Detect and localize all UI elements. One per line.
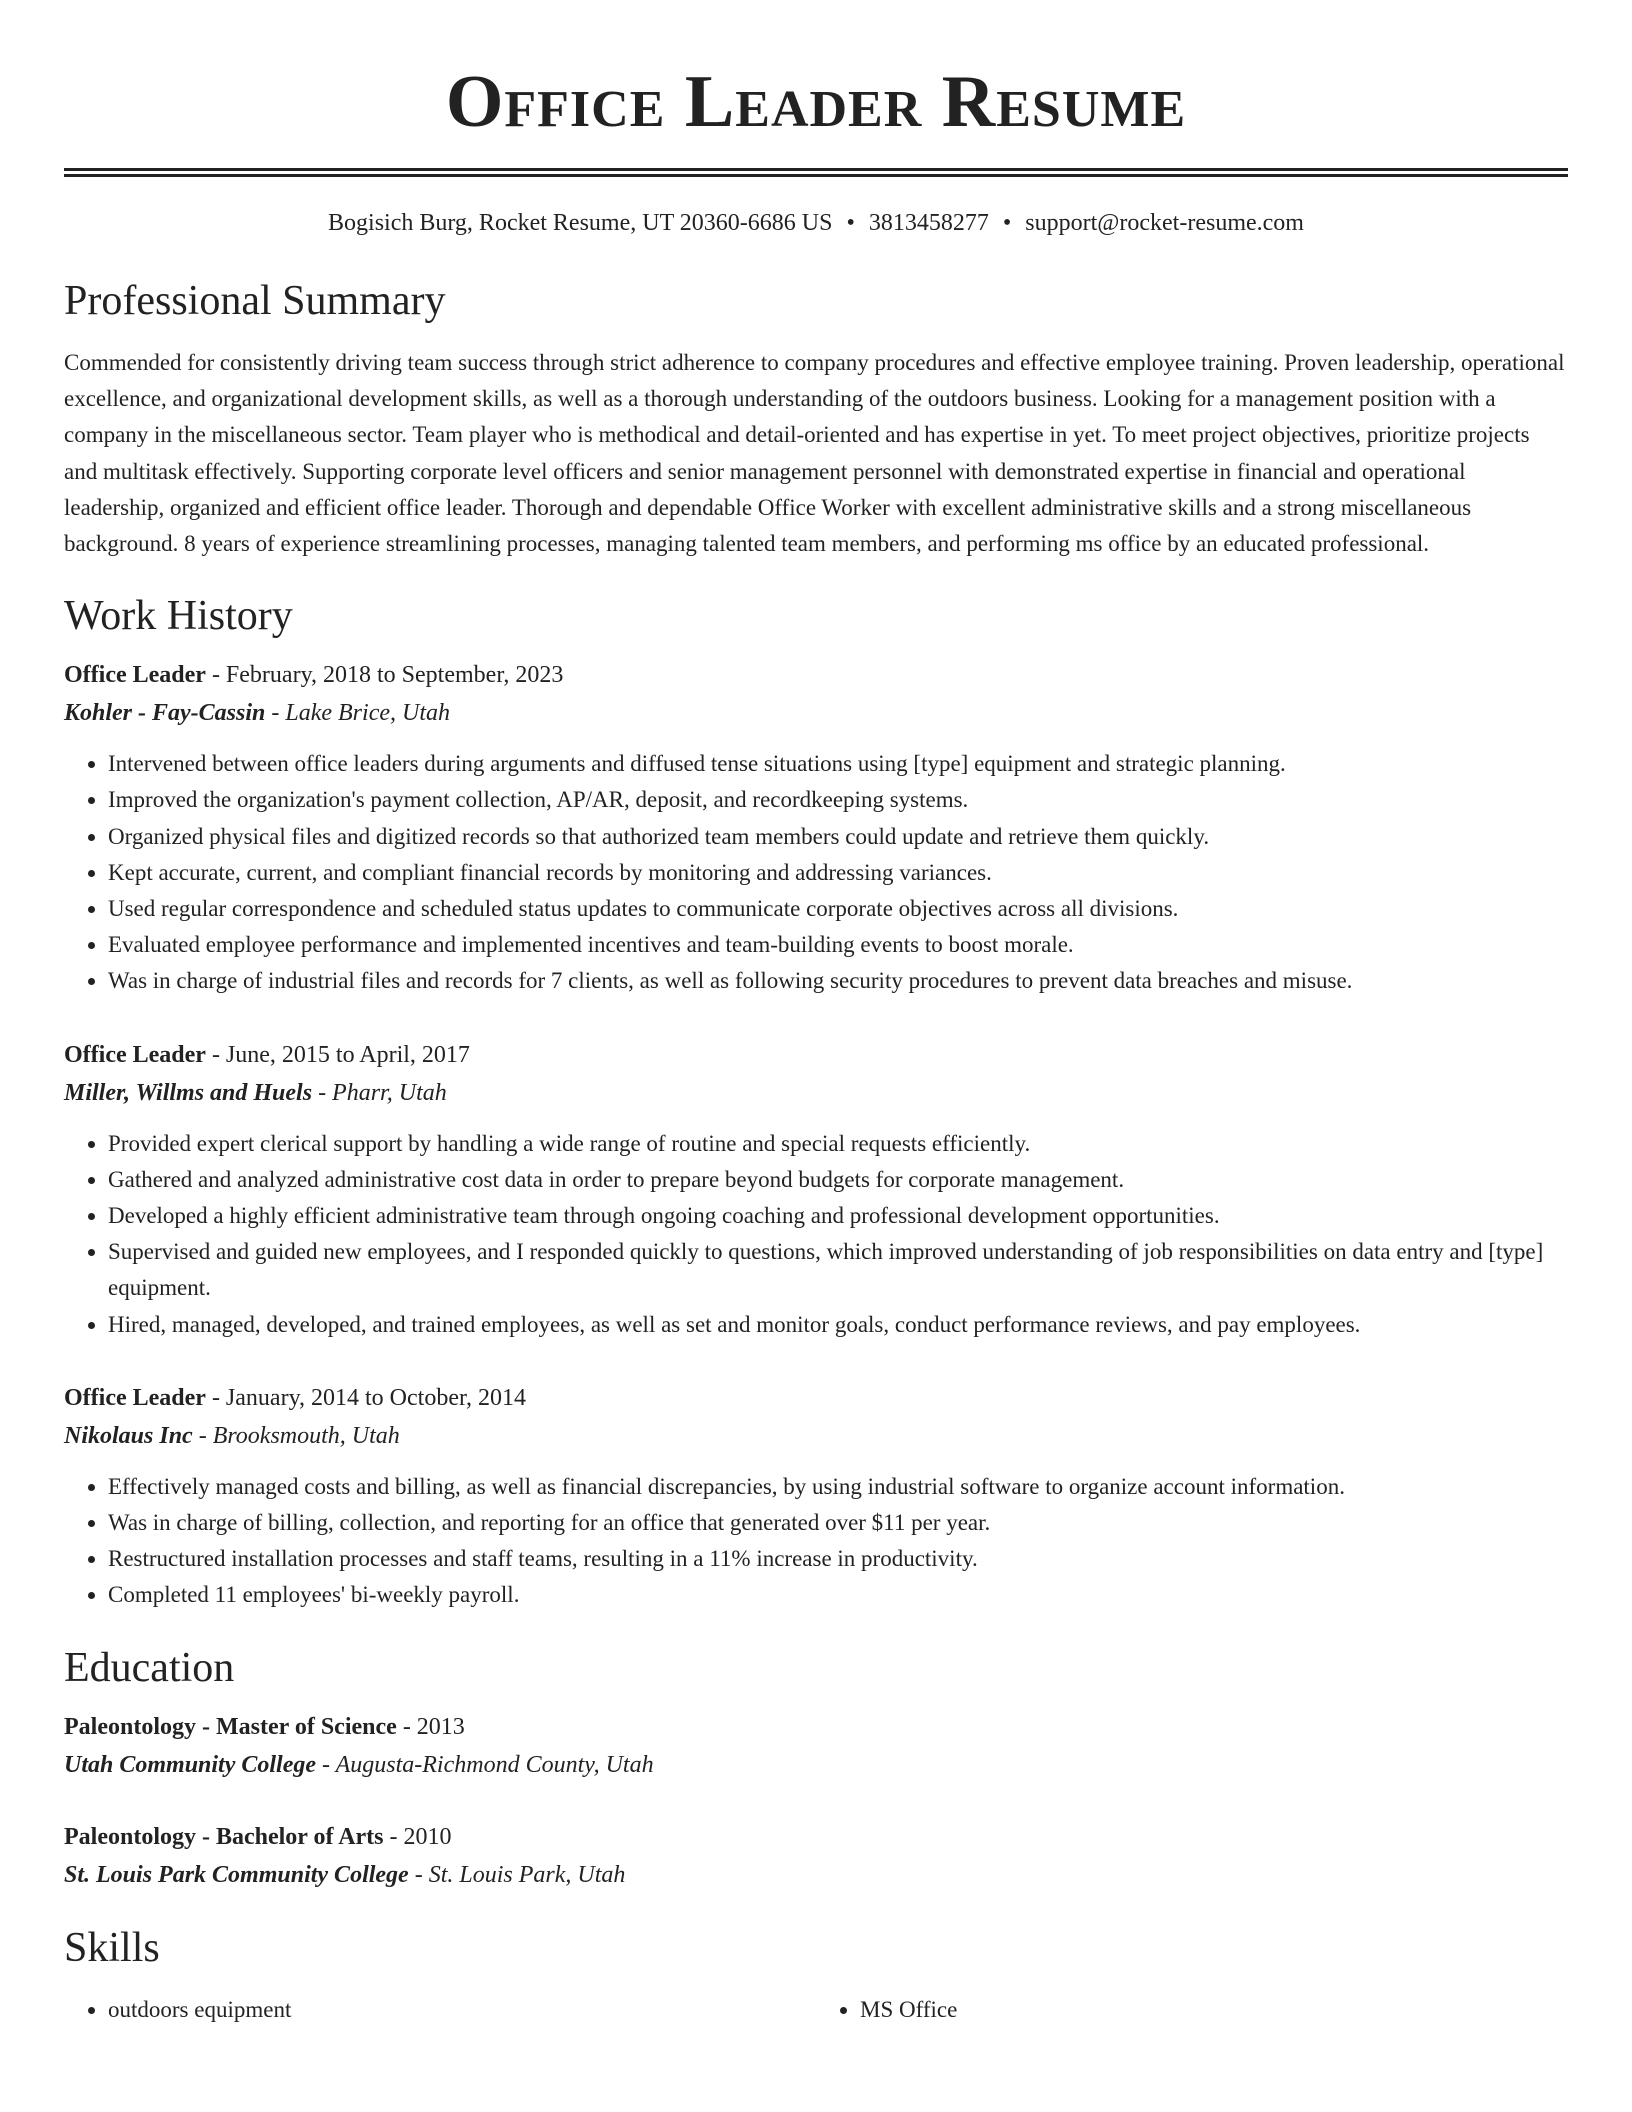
job-bullet: • Restructured installation processes and staff teams, resulting in a 11% increase in productivity.: [108, 1541, 1568, 1577]
job-dates: - June, 2015 to April, 2017: [205, 1041, 470, 1068]
job-title: Office Leader: [64, 1384, 206, 1411]
job-bullet: • Effectively managed costs and billing, as well as financial discrepancies, by using industrial software to organize account information.: [108, 1469, 1568, 1505]
school-name: St. Louis Park Community College: [64, 1861, 409, 1888]
degree-name: Paleontology - Master of Science: [64, 1713, 397, 1740]
job-bullets: [64, 746, 1568, 999]
skills-column-right: [816, 1992, 1568, 2028]
title-divider: [64, 168, 1568, 177]
skills-column-left: [64, 1992, 816, 2028]
work-history-heading: Work History: [64, 593, 293, 640]
job-title: Office Leader: [64, 662, 206, 689]
job-title: Office Leader: [64, 1041, 206, 1068]
skills-list: [64, 1992, 1568, 2028]
job-entry: [64, 656, 1568, 999]
summary-text: Commended for consistently driving team success through strict adherence to company procedures and effective employee training. Proven leadership, operational excellence, and organizational development skills, as well as a thorough understanding of the outdoors business. Looking for a management position with a company in the miscellaneous sector. Team player who is methodical and detail-oriented and has expertise in yet. To meet project objectives, prioritize projects and multitask effectively. Supporting corporate level officers and senior management personnel with demonstrated expertise in financial and operational leadership, organized and efficient office leader. Thorough and dependable Office Worker with excellent administrative skills and a strong miscellaneous background. 8 years of experience streamlining processes, managing talented team members, and performing ms office by an educated professional.: [64, 350, 1565, 557]
job-entry: [64, 1036, 1568, 1343]
job-bullet: • Gathered and analyzed administrative cost data in order to prepare beyond budgets for corporate management.: [108, 1162, 1568, 1198]
company-name: Miller, Willms and Huels: [64, 1079, 313, 1106]
job-title-line: [64, 1379, 1568, 1417]
contact-line: [64, 207, 1568, 239]
skill-item: • MS Office: [860, 1992, 1568, 2028]
job-bullet: • Was in charge of industrial files and records for 7 clients, as well as following security procedures to prevent data breaches and misuse.: [108, 963, 1568, 999]
job-bullet: • Completed 11 employees' bi-weekly payroll.: [108, 1577, 1568, 1613]
company-line: [64, 1074, 1568, 1112]
job-bullet: • Kept accurate, current, and compliant financial records by monitoring and addressing variances.: [108, 855, 1568, 891]
job-bullet: • Supervised and guided new employees, and I responded quickly to questions, which improved understanding of job responsibilities on data entry and [type] equipment.: [108, 1234, 1568, 1306]
job-bullet: • Evaluated employee performance and implemented incentives and team-building events to boost morale.: [108, 927, 1568, 963]
school-line: [64, 1856, 1568, 1894]
skill-item: • outdoors equipment: [108, 1992, 816, 2028]
job-dates: - February, 2018 to September, 2023: [205, 662, 564, 689]
skills-heading: Skills: [64, 1924, 160, 1971]
school-location: - Augusta-Richmond County, Utah: [316, 1751, 654, 1778]
company-name: Nikolaus Inc: [64, 1422, 193, 1449]
job-bullet: • Intervened between office leaders during arguments and diffused tense situations using [type] equipment and strategic planning.: [108, 746, 1568, 782]
job-bullet: • Improved the organization's payment collection, AP/AR, deposit, and recordkeeping systems.: [108, 782, 1568, 818]
contact-separator: •: [1002, 210, 1012, 236]
school-line: [64, 1746, 1568, 1784]
education-entry: [64, 1818, 1568, 1894]
company-line: [64, 694, 1568, 732]
contact-address: Bogisich Burg, Rocket Resume, UT 20360-6686 US: [328, 210, 833, 236]
degree-line: [64, 1708, 1568, 1746]
school-location: - St. Louis Park, Utah: [408, 1861, 626, 1888]
degree-year: - 2013: [396, 1713, 465, 1740]
contact-phone: 3813458277: [868, 210, 989, 236]
company-location: - Brooksmouth, Utah: [192, 1422, 400, 1449]
job-title-line: [64, 1036, 1568, 1074]
degree-name: Paleontology - Bachelor of Arts: [64, 1823, 384, 1850]
job-bullets: [64, 1126, 1568, 1343]
job-bullet: • Used regular correspondence and scheduled status updates to communicate corporate objectives across all divisions.: [108, 891, 1568, 927]
contact-separator: •: [846, 210, 855, 236]
company-location: - Pharr, Utah: [312, 1079, 447, 1106]
school-name: Utah Community College: [64, 1751, 317, 1778]
job-bullets: [64, 1469, 1568, 1614]
job-title-line: [64, 656, 1568, 694]
job-dates: - January, 2014 to October, 2014: [205, 1384, 527, 1411]
company-location: - Lake Brice, Utah: [265, 700, 450, 727]
company-line: [64, 1417, 1568, 1455]
contact-email: support@rocket-resume.com: [1025, 210, 1304, 236]
company-name: Kohler - Fay-Cassin: [64, 700, 266, 727]
degree-year: - 2010: [383, 1823, 452, 1850]
job-bullet: • Organized physical files and digitized records so that authorized team members could update and retrieve them quickly.: [108, 819, 1568, 855]
page-title: Office Leader Resume: [445, 61, 1187, 143]
education-entry: [64, 1708, 1568, 1784]
degree-line: [64, 1818, 1568, 1856]
summary-heading: Professional Summary: [64, 278, 446, 324]
resume-page: [64, 0, 1568, 2028]
job-bullet: • Provided expert clerical support by handling a wide range of routine and special requests efficiently.: [108, 1126, 1568, 1162]
job-bullet: • Was in charge of billing, collection, and reporting for an office that generated over $11 per year.: [108, 1505, 1568, 1541]
job-entry: [64, 1379, 1568, 1614]
job-bullet: • Hired, managed, developed, and trained employees, as well as set and monitor goals, conduct performance reviews, and pay employees.: [108, 1307, 1568, 1343]
education-heading: Education: [64, 1644, 235, 1691]
job-bullet: • Developed a highly efficient administrative team through ongoing coaching and professional development opportunities.: [108, 1198, 1568, 1234]
